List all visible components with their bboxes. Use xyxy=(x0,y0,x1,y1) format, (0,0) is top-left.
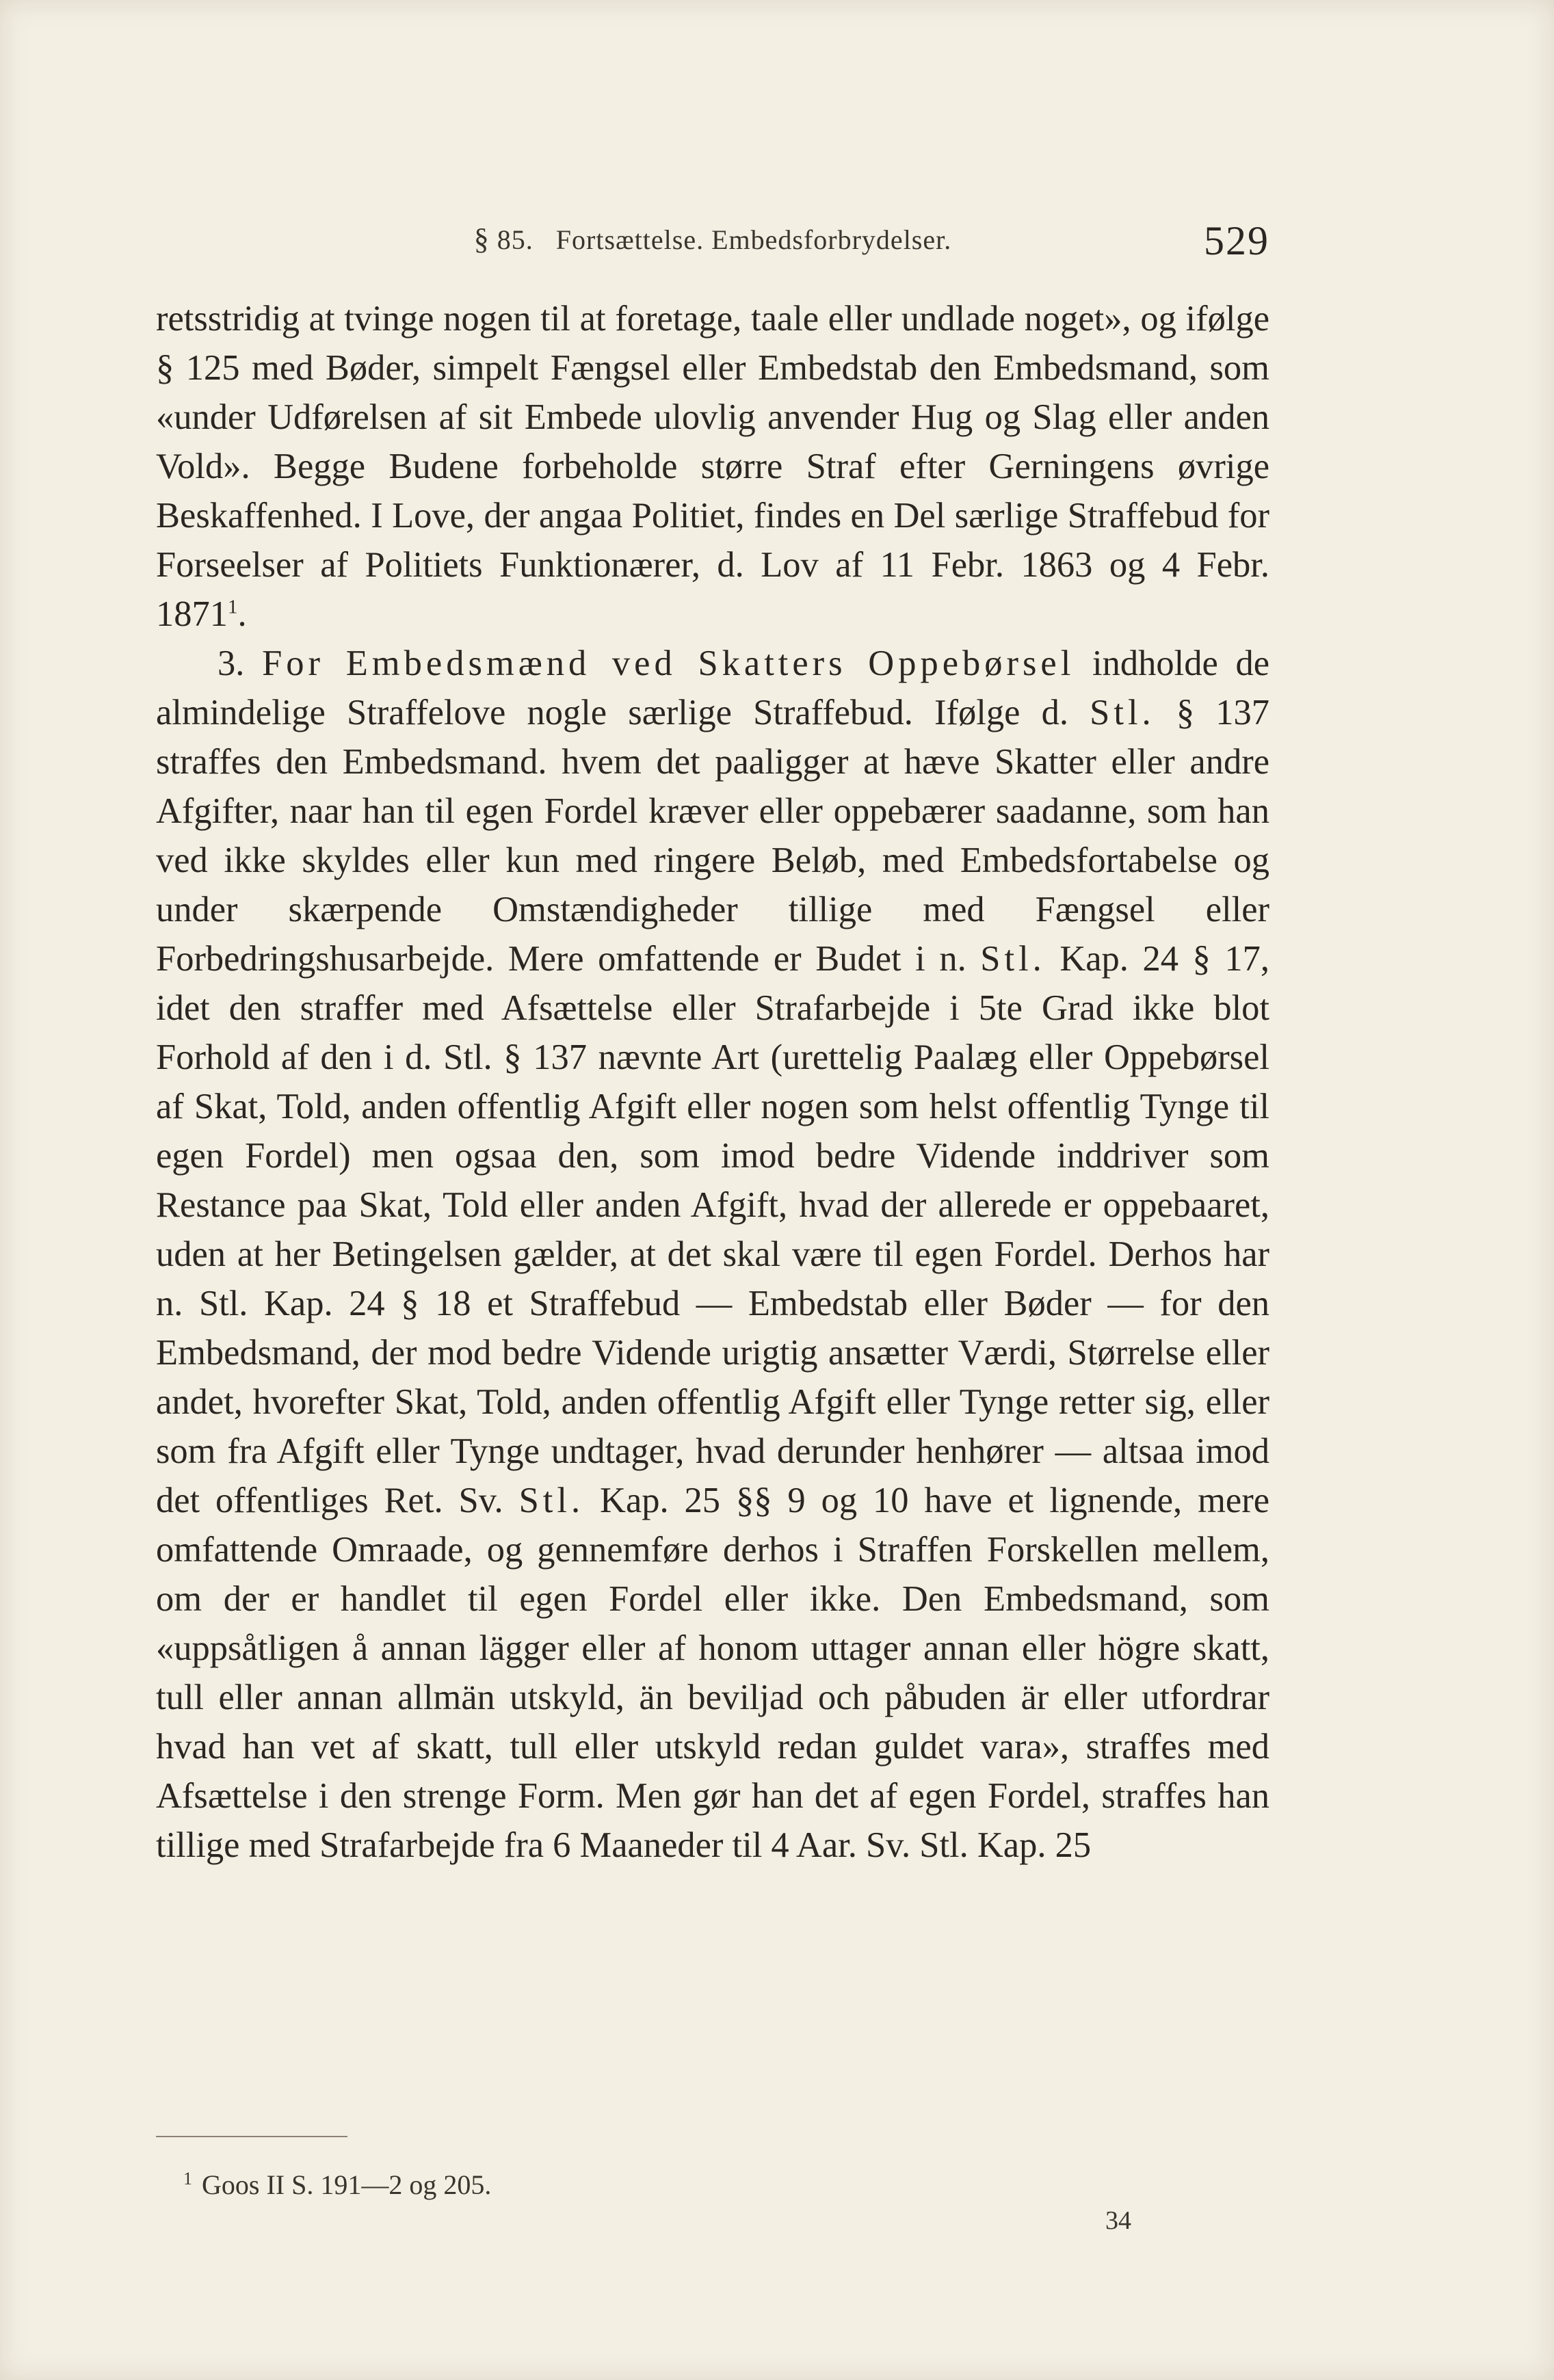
section-number: 85. xyxy=(497,224,534,255)
running-head xyxy=(156,217,1269,265)
body-text xyxy=(156,294,1269,1870)
paragraph-2-text-d: Kap. 25 §§ 9 og 10 have et lignende, mere omfattende Omraade, og gennemføre derhos i Straffen Forskellen mellem, om der er handlet til egen Fordel eller ikke. Den Embedsmand, som «uppsåtligen å annan lägger eller af honom uttager annan eller högre skatt, tull eller annan allmän utskyld, än beviljad och påbuden är eller utfordrar hvad han vet af skatt, tull eller utskyld redan guldet vara», straffes med Afsættelse i den strenge Form. Men gør han det af egen Fordel, straffes han tillige med Strafarbejde fra 6 Maaneder til 4 Aar. Sv. Stl. Kap. 25 xyxy=(156,1481,1270,1865)
paragraph-2-number: 3. xyxy=(218,644,245,683)
footnote xyxy=(183,2168,491,2202)
paragraph-2-text-c: Kap. 24 § 17, idet den straffer med Afsættelse eller Strafarbejde i 5te Grad ikke blot Forhold af den i d. Stl. § 137 nævnte Art (urettelig Paalæg eller Oppebørsel af Skat, Told, anden offentlig Afgift eller nogen som helst offentlig Tynge til egen Fordel) men ogsaa den, som imod bedre Vidende inddriver som Restance paa Skat, Told eller anden Afgift, hvad der allerede er oppebaaret, uden at her Betingelsen gælder, at det skal være til egen Fordel. Derhos har n. Stl. Kap. 24 § 18 et Straffebud — Embedstab eller Bøder — for den Embedsmand, der mod bedre Vidende urigtig ansætter Værdi, Størrelse eller andet, hvorefter Skat, Told, anden offentlig Afgift eller Tynge retter sig, eller som fra Afgift eller Tynge undtager, hvad derunder henhører — altsaa imod det offentliges Ret. Sv. xyxy=(156,939,1269,1520)
statute-abbrev: Stl. xyxy=(1090,693,1155,732)
signature-mark: 34 xyxy=(1105,2206,1131,2235)
paragraph-2-text-b: § 137 straffes den Embedsmand. hvem det paaligger at hæve Skatter eller andre Afgifter, naar han til egen Fordel kræver eller oppebærer saadanne, som han ved ikke skyldes eller kun med ringere Beløb, med Embedsfortabelse og under skærpende Omstændigheder tillige med Fængsel eller Forbedringshusarbejde. Mere omfattende er Budet i n. xyxy=(156,693,1270,979)
footnote-text: Goos II S. 191—2 og 205. xyxy=(202,2169,492,2200)
paragraph-2-heading: For Embedsmænd ved Skatters Oppebørsel xyxy=(262,644,1075,683)
chapter-title: Fortsættelse. Embedsforbrydelser. xyxy=(555,224,952,255)
paragraph-1-end: . xyxy=(237,594,247,634)
section-sign: § xyxy=(473,222,490,256)
running-title xyxy=(156,222,1269,256)
footnote-reference: 1 xyxy=(228,596,238,618)
footnote-rule xyxy=(156,2136,347,2137)
paragraph-1 xyxy=(156,294,1269,639)
page-number: 529 xyxy=(1204,218,1269,263)
footnote-marker: 1 xyxy=(183,2168,192,2189)
paragraph-2-text-a: indholde de almindelige Straffelove nogle særlige Straffebud. Ifølge d. xyxy=(156,644,1270,732)
statute-abbrev: Stl. xyxy=(518,1481,585,1520)
paragraph-1-text: retsstridig at tvinge nogen til at foretage, taale eller undlade noget», og ifølge § 125 med Bøder, simpelt Fængsel eller Embedstab den Embedsmand, som «under Udførelsen af sit Embede ulovlig anvender Hug og Slag eller anden Vold». Begge Budene forbeholde større Straf efter Gerningens øvrige Beskaffenhed. I Love, der angaa Politiet, findes en Del særlige Straffebud for Forseelser af Politiets Funktionærer, d. Lov af 11 Febr. 1863 og 4 Febr. 1871 xyxy=(156,299,1269,634)
statute-abbrev: Stl. xyxy=(980,939,1046,979)
paragraph-2 xyxy=(156,639,1269,1870)
